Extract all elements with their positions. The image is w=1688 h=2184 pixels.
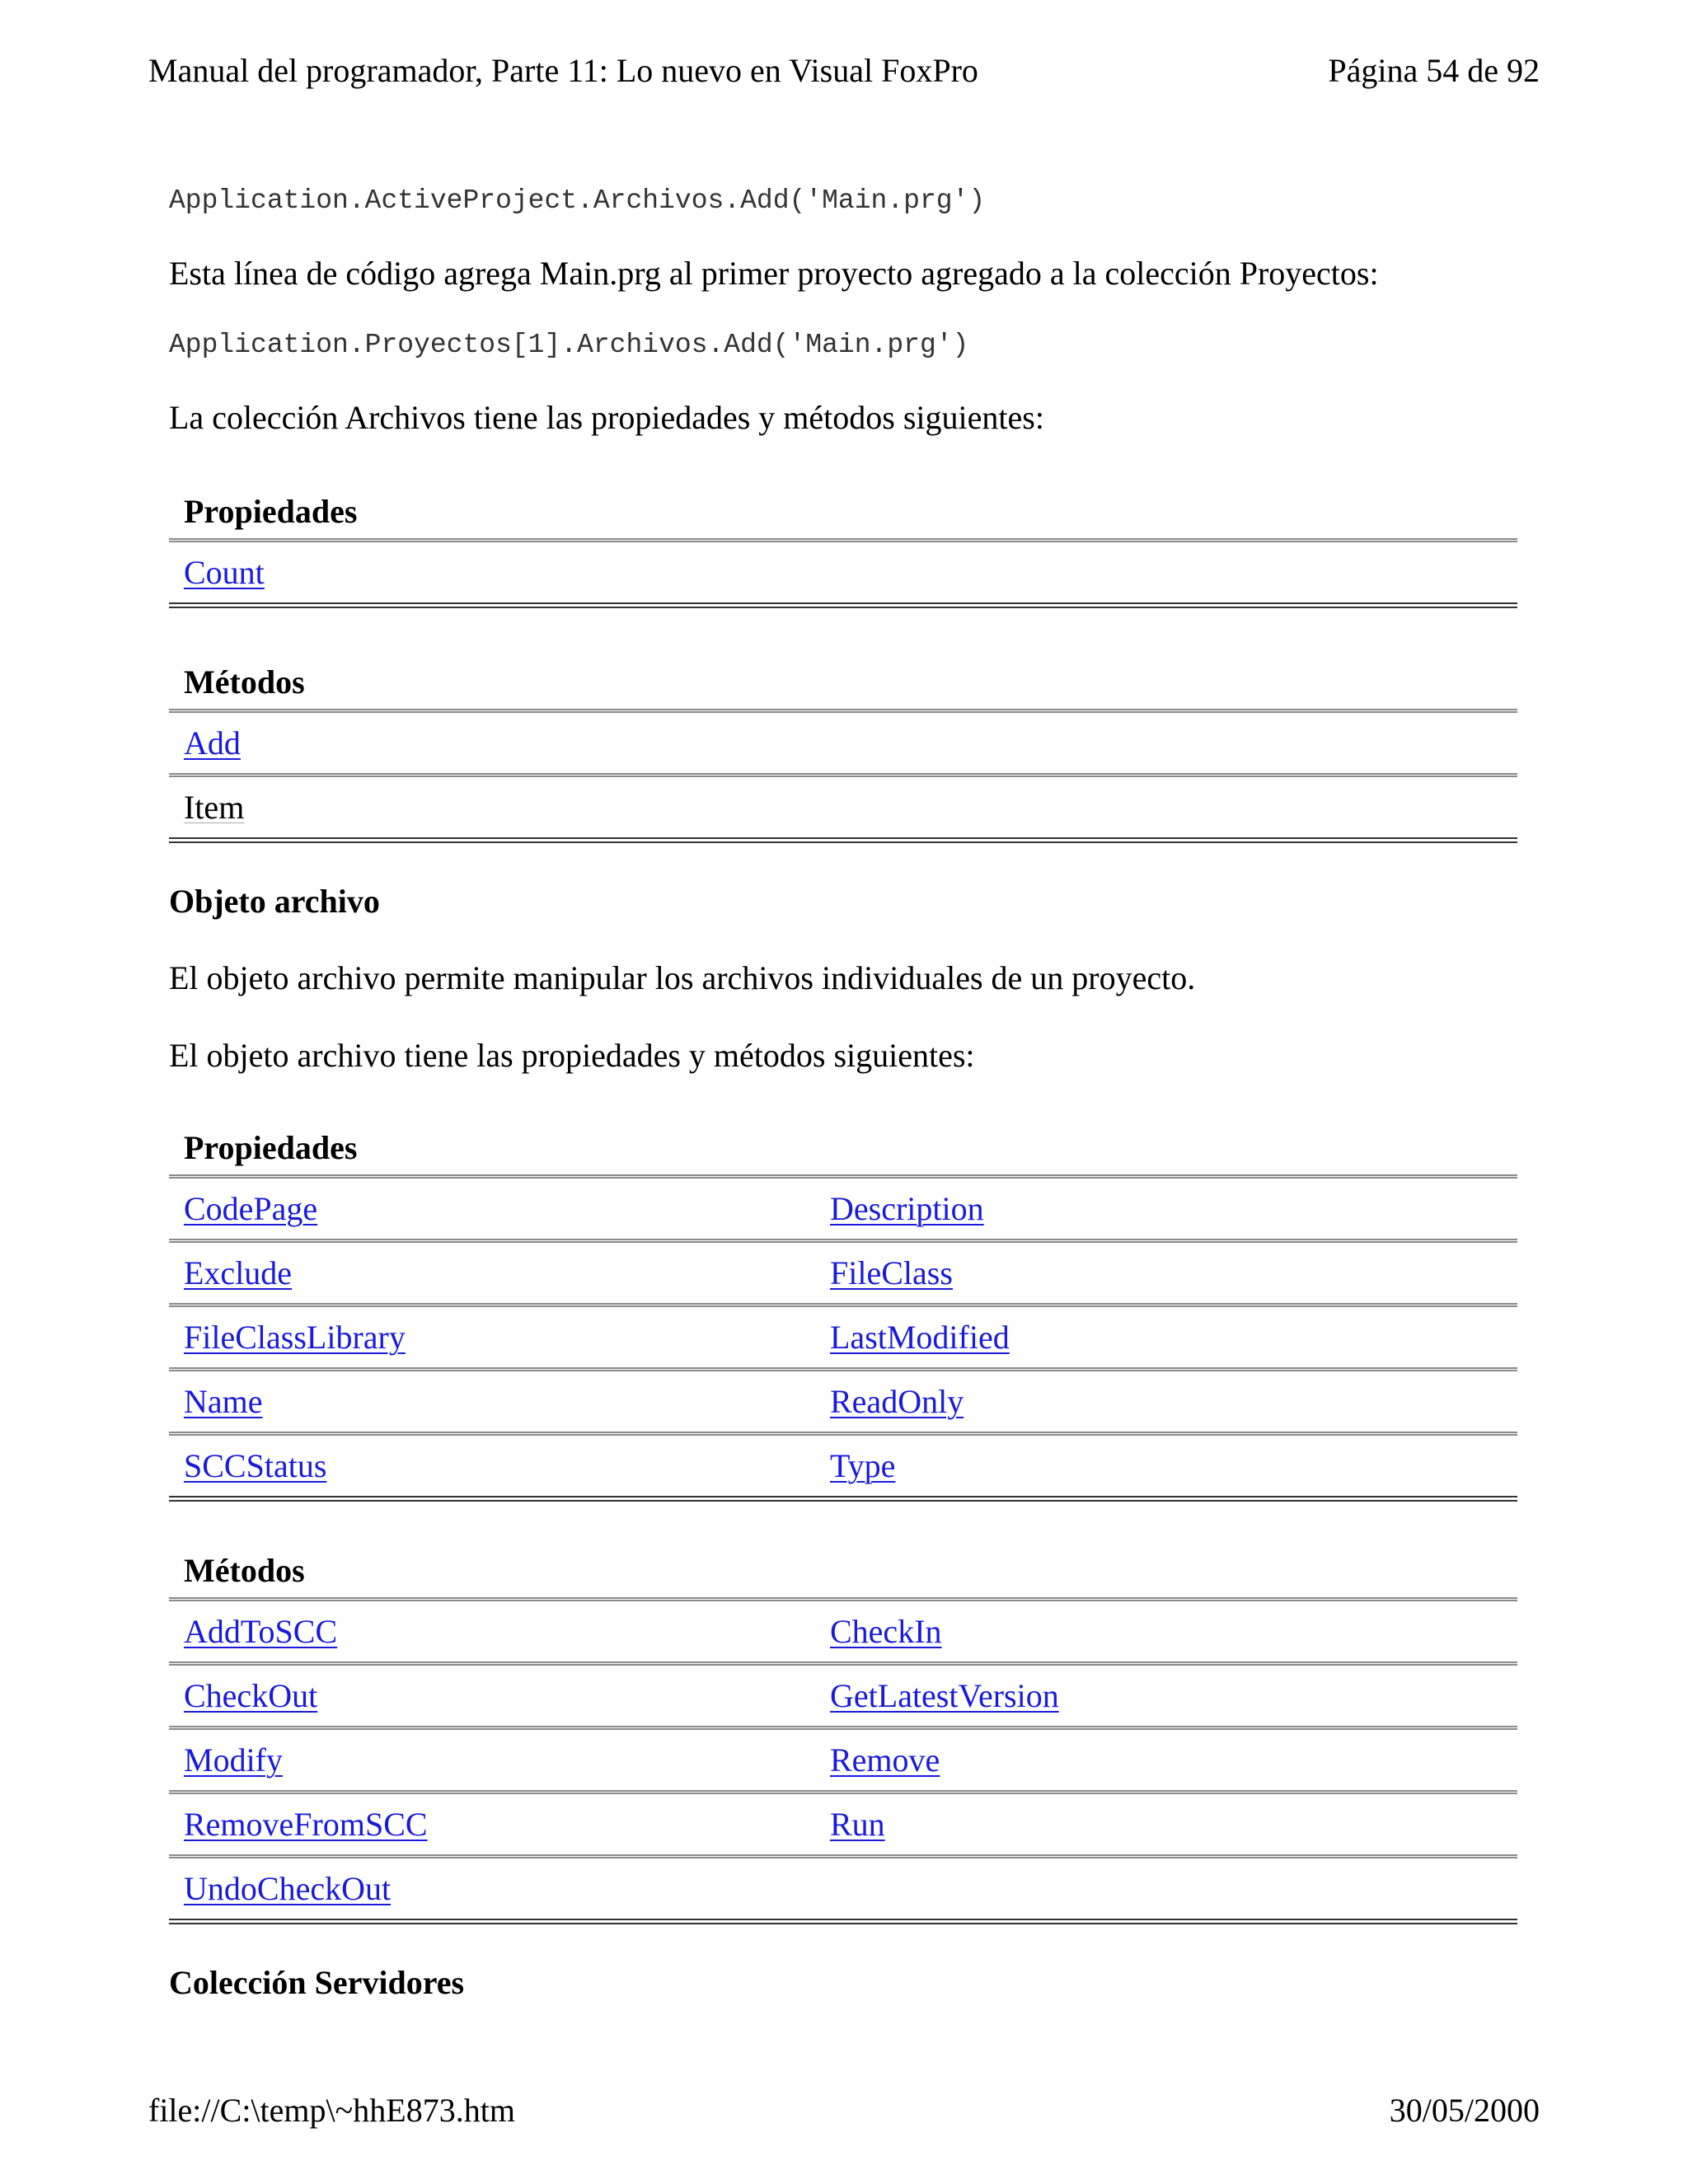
page-header [148, 45, 1540, 95]
table-caption: Métodos [184, 1552, 305, 1589]
table-row [169, 1174, 1517, 1239]
print-date: 30/05/2000 [1389, 2091, 1540, 2129]
table-row [169, 1854, 1517, 1919]
table-archivos-methods [169, 659, 1517, 843]
link-addtoscc[interactable]: AddToSCC [184, 1613, 338, 1650]
link-remove[interactable]: Remove [830, 1741, 940, 1779]
link-fileclass[interactable]: FileClass [830, 1254, 953, 1291]
paragraph-archivo-members: El objeto archivo tiene las propiedades y métodos siguientes: [169, 1037, 975, 1074]
page-number: Página 54 de 92 [1328, 51, 1540, 89]
link-modify[interactable]: Modify [184, 1741, 283, 1779]
table-bottom-rule [169, 602, 1517, 608]
paragraph-archivo-desc: El objeto archivo permite manipular los archivos individuales de un proyecto. [169, 959, 1196, 996]
table-caption: Propiedades [184, 1129, 358, 1166]
item-text: Item [184, 789, 245, 826]
link-name[interactable]: Name [184, 1383, 263, 1420]
table-archivos-properties [169, 489, 1517, 608]
table-row [169, 1303, 1517, 1367]
heading-coleccion-servidores: Colección Servidores [169, 1964, 465, 2001]
heading-objeto-archivo: Objeto archivo [169, 883, 380, 920]
link-fileclasslibrary[interactable]: FileClassLibrary [184, 1319, 406, 1356]
table-row [169, 1726, 1517, 1790]
link-add[interactable]: Add [184, 724, 241, 762]
link-codepage[interactable]: CodePage [184, 1190, 318, 1227]
code-line-proyectos: Application.Proyectos[1].Archivos.Add('Main.prg') [169, 330, 969, 360]
table-row [169, 1790, 1517, 1854]
table-row [169, 1239, 1517, 1303]
table-bottom-rule [169, 1496, 1517, 1502]
link-run[interactable]: Run [830, 1806, 885, 1843]
table-bottom-rule [169, 837, 1517, 843]
table-archivo-methods [169, 1548, 1517, 1924]
link-checkin[interactable]: CheckIn [830, 1613, 942, 1650]
link-exclude[interactable]: Exclude [184, 1254, 293, 1291]
page-footer [148, 2085, 1540, 2135]
table-bottom-rule [169, 1919, 1517, 1924]
table-row [169, 538, 1517, 602]
table-row [169, 773, 1517, 837]
document-title: Manual del programador, Parte 11: Lo nuevo en Visual FoxPro [148, 51, 978, 89]
link-description[interactable]: Description [830, 1190, 984, 1227]
paragraph-archivos-collection: La colección Archivos tiene las propiedades y métodos siguientes: [169, 399, 1044, 436]
link-type[interactable]: Type [830, 1447, 896, 1484]
table-caption: Propiedades [184, 493, 358, 530]
link-readonly[interactable]: ReadOnly [830, 1383, 964, 1420]
table-caption: Métodos [184, 663, 305, 701]
link-lastmodified[interactable]: LastModified [830, 1319, 1010, 1356]
link-count[interactable]: Count [184, 554, 265, 591]
table-row [169, 1661, 1517, 1726]
table-row [169, 1432, 1517, 1496]
table-row [169, 1597, 1517, 1661]
code-line-active-project: Application.ActiveProject.Archivos.Add('Main.prg') [169, 185, 986, 216]
table-archivo-properties [169, 1125, 1517, 1502]
paragraph-add-main: Esta línea de código agrega Main.prg al primer proyecto agregado a la colección Proyectos: [169, 255, 1379, 292]
link-undocheckout[interactable]: UndoCheckOut [184, 1870, 392, 1907]
link-checkout[interactable]: CheckOut [184, 1677, 318, 1714]
table-row [169, 709, 1517, 773]
file-path: file://C:\temp\~hhE873.htm [148, 2091, 515, 2129]
table-row [169, 1367, 1517, 1432]
link-sccstatus[interactable]: SCCStatus [184, 1447, 327, 1484]
link-getlatestversion[interactable]: GetLatestVersion [830, 1677, 1059, 1714]
link-removefromscc[interactable]: RemoveFromSCC [184, 1806, 428, 1843]
